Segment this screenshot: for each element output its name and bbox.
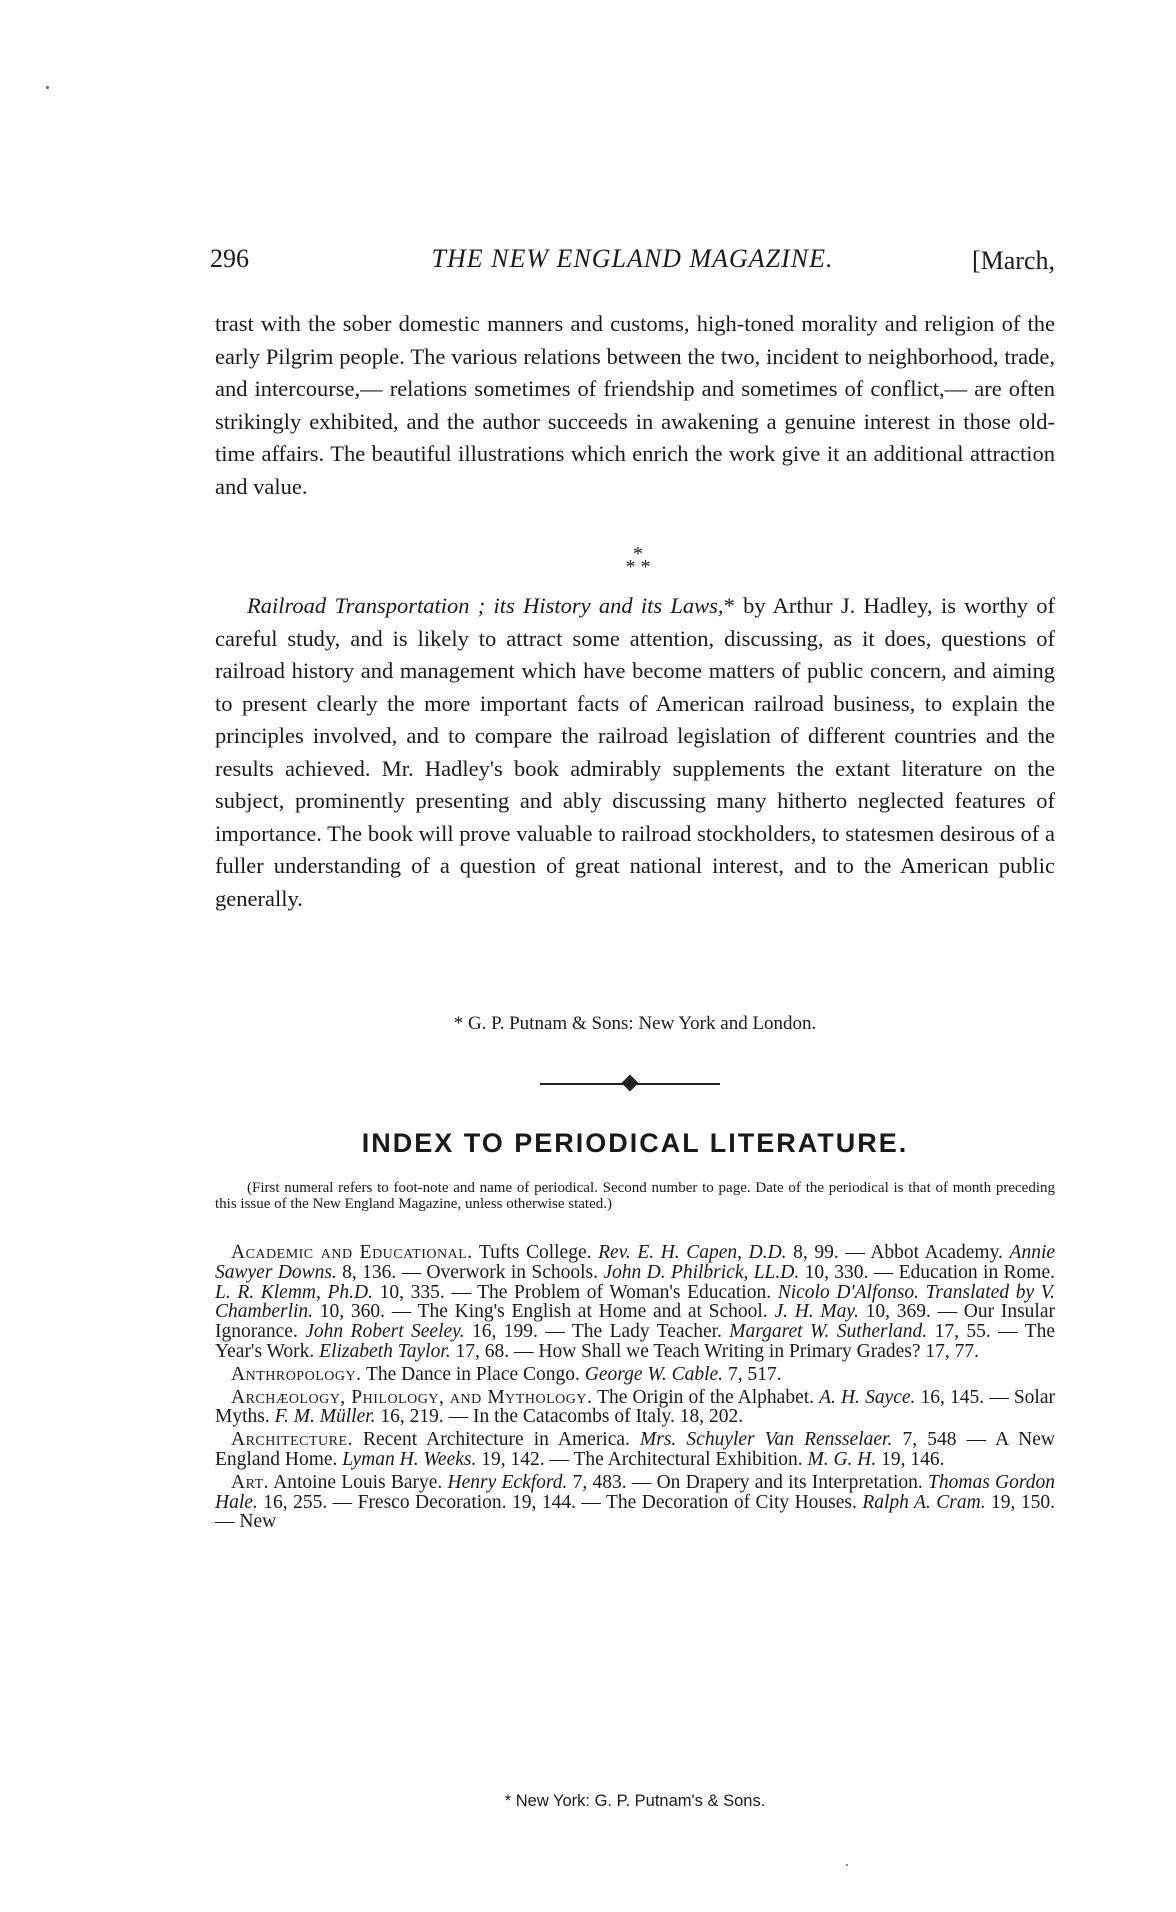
- index-note: (First numeral refers to foot-note and name of periodical. Second number to page. Date of the periodical is that of month preceding this issue of the New England Magazine, unless otherwise stated.): [215, 1180, 1055, 1212]
- margin-speck: [846, 1864, 848, 1866]
- magazine-title: THE NEW ENGLAND MAGAZINE.: [431, 244, 834, 273]
- entry-author: Henry Eckford.: [447, 1471, 568, 1493]
- entry-text: 7, 517.: [723, 1363, 782, 1385]
- entry-heading: Anthropology.: [231, 1363, 362, 1385]
- divider-ornament: [622, 1075, 639, 1092]
- entry-heading: Academic and Educational.: [231, 1242, 473, 1263]
- index-entry-anthropology: [215, 1365, 1055, 1385]
- entry-text: 7, 483. — On Drapery and its Interpretation.: [567, 1471, 929, 1493]
- entry-author: A. H. Sayce.: [819, 1386, 916, 1408]
- entry-text: The Origin of the Alphabet.: [592, 1386, 820, 1408]
- entry-text: 19, 150. — New: [215, 1491, 1055, 1533]
- entry-text: 16, 145. — Solar Myths.: [215, 1386, 1055, 1428]
- running-header: [210, 240, 1055, 280]
- entry-heading: Architecture.: [231, 1429, 353, 1451]
- entry-text: The Dance in Place Congo.: [361, 1363, 585, 1385]
- index-entry-architecture: [215, 1430, 1055, 1470]
- entry-author: J. H. May.: [774, 1301, 859, 1323]
- entry-text: 17, 55. — The Year's Work.: [215, 1321, 1055, 1362]
- entry-text: 19, 146.: [876, 1448, 945, 1470]
- entry-text: Recent Architecture in America.: [352, 1429, 641, 1451]
- entry-author: John D. Philbrick, LL.D.: [603, 1261, 800, 1283]
- index-entry-academic: [215, 1243, 1055, 1362]
- entry-author: Lyman H. Weeks.: [342, 1448, 477, 1470]
- entry-text: Tufts College.: [472, 1242, 599, 1263]
- index-entry-art: [215, 1473, 1055, 1532]
- index-heading: INDEX TO PERIODICAL LITERATURE.: [361, 1128, 909, 1158]
- review-text: by Arthur J. Hadley, is worthy of careful study, and is likely to attract some attention, discussing, as it does, questions of railroad history and management which have become matters of public concern, and aiming to present clearly the more important facts of American railroad business, to explain the principles involved, and to compare the railroad legislation of different countries and the results achieved. Mr. Hadley's book admirably supplements the extant literature on the subject, prominently presenting and ably discussing many hitherto neglected features of importance. The book will prove valuable to railroad stockholders, to statesmen desirous of a fuller understanding of a question of great national interest, and to the American public generally.: [215, 593, 1055, 911]
- asterism: * * *: [625, 543, 651, 578]
- entry-author: Elizabeth Taylor.: [319, 1340, 451, 1362]
- review-paragraph-2: [215, 590, 1055, 915]
- margin-speck: [46, 86, 49, 89]
- index-footnote: * New York: G. P. Putnam's & Sons.: [504, 1792, 766, 1810]
- entry-heading: Art.: [231, 1471, 270, 1493]
- entry-text: 16, 219. — In the Catacombs of Italy. 18, 202.: [375, 1406, 744, 1428]
- entry-author: Margaret W. Sutherland.: [729, 1321, 928, 1343]
- entry-author: Annie Sawyer Downs.: [215, 1242, 1056, 1283]
- entry-text: 10, 360. — The King's English at Home and at School.: [313, 1301, 775, 1323]
- index-entry-archaeology: [215, 1388, 1055, 1428]
- issue-month: [March,: [971, 246, 1055, 275]
- entry-author: John Robert Seeley.: [305, 1321, 465, 1343]
- page-number: 296: [210, 244, 249, 273]
- entry-text: 10, 369. — Our Insular Ignorance.: [215, 1301, 1056, 1343]
- entry-text: Antoine Louis Barye.: [269, 1471, 448, 1493]
- entry-author: Rev. E. H. Capen, D.D.: [598, 1242, 787, 1263]
- index-entries: [215, 1243, 1055, 1535]
- entry-text: 17, 68. — How Shall we Teach Writing in Primary Grades? 17, 77.: [450, 1340, 980, 1362]
- entry-text: 16, 255. — Fresco Decoration. 19, 144. — The Decoration of City Houses.: [257, 1491, 863, 1513]
- review-paragraph-1: trast with the sober domestic manners and customs, high-toned morality and religion of the early Pilgrim people. The various relations between the two, incident to neighborhood, trade, and intercourse,— relations sometimes of friendship and sometimes of conflict,— are often strikingly exhibited, and the author succeeds in awakening a genuine interest in those old-time affairs. The beautiful illustrations which enrich the work give it an additional attraction and value.: [215, 311, 1055, 499]
- publisher-footnote: * G. P. Putnam & Sons: New York and London.: [453, 1013, 817, 1034]
- entry-text: 19, 142. — The Architectural Exhibition.: [476, 1448, 808, 1470]
- entry-author: Nicolo D'Alfonso. Translated by V. Chamberlin.: [215, 1281, 1056, 1323]
- entry-text: 8, 99. — Abbot Academy.: [786, 1242, 1010, 1263]
- entry-text: 8, 136. — Overwork in Schools.: [336, 1261, 604, 1283]
- entry-author: Mrs. Schuyler Van Rensselaer.: [640, 1429, 893, 1451]
- entry-author: George W. Cable.: [584, 1363, 724, 1385]
- entry-text: 10, 335. — The Problem of Woman's Education.: [372, 1281, 778, 1303]
- book-title: Railroad Transportation ; its History and its Laws,: [247, 593, 724, 618]
- entry-text: 16, 199. — The Lady Teacher.: [464, 1321, 730, 1343]
- entry-text: 7, 548 — A New England Home.: [215, 1429, 1056, 1470]
- entry-author: F. M. Müller.: [274, 1406, 376, 1428]
- entry-author: Ralph A. Cram.: [862, 1491, 986, 1513]
- entry-author: L. R. Klemm, Ph.D.: [215, 1281, 373, 1303]
- entry-heading: Archæology, Philology, and Mythology.: [231, 1386, 593, 1408]
- entry-text: 10, 330. — Education in Rome.: [799, 1261, 1055, 1283]
- entry-author: M. G. H.: [807, 1448, 877, 1470]
- footnote-marker: *: [723, 593, 735, 618]
- entry-author: Thomas Gordon Hale.: [215, 1471, 1055, 1513]
